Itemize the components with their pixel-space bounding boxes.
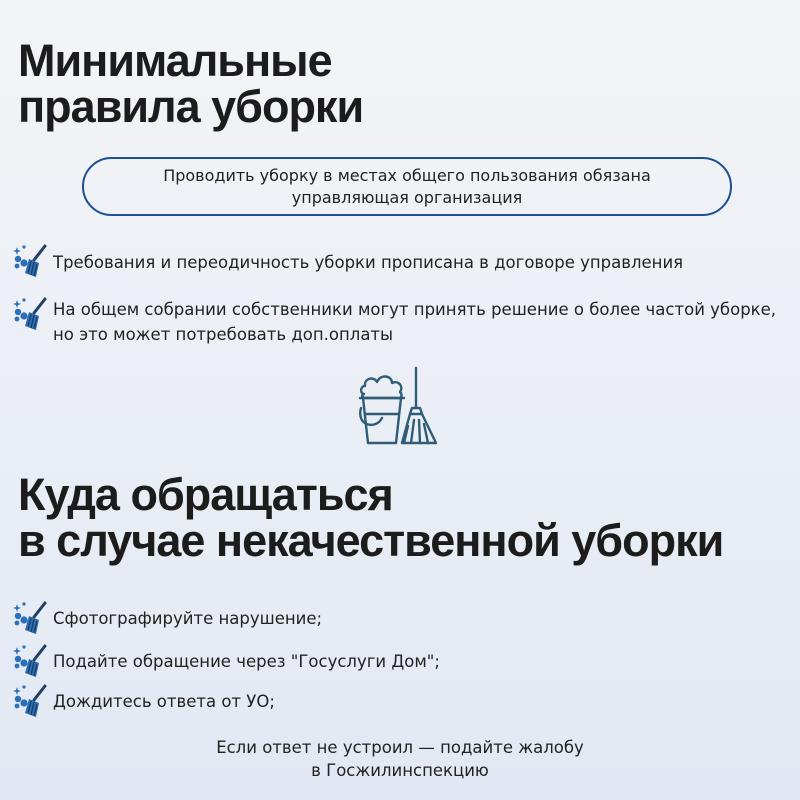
title-line-1: Куда обращаться xyxy=(18,469,393,520)
list-item xyxy=(12,601,322,635)
list-item xyxy=(12,297,793,347)
callout-line-1: Проводить уборку в местах общего пользования обязана xyxy=(163,165,651,185)
footer-note xyxy=(0,736,800,782)
list-item-text: Дождитесь ответа от УО; xyxy=(53,692,275,711)
list-item-text: На общем собрании собственники могут принять решение о более частой уборке, но это может потребовать доп.оплаты xyxy=(53,300,777,344)
bucket-broom-icon xyxy=(356,364,446,446)
bucket-mop-icon xyxy=(12,244,48,278)
callout-line-2: управляющая организация xyxy=(291,187,523,207)
list-item-text: Подайте обращение через "Госуслуги Дом"; xyxy=(53,652,440,671)
bucket-mop-icon xyxy=(12,684,48,718)
bucket-mop-icon xyxy=(12,601,48,635)
section-title-min-rules xyxy=(18,35,364,132)
footer-line-1: Если ответ не устроил — подайте жалобу xyxy=(216,738,584,757)
section-title-where-to-complain xyxy=(18,469,724,566)
title-line-2: в случае некачественной уборки xyxy=(18,515,724,566)
title-line-1: Минимальные xyxy=(18,35,332,86)
list-item xyxy=(12,684,275,718)
list-item xyxy=(12,644,440,678)
bucket-mop-icon xyxy=(12,297,48,331)
responsibility-callout xyxy=(82,157,732,216)
footer-line-2: в Госжилинспекцию xyxy=(311,761,489,780)
bucket-mop-icon xyxy=(12,644,48,678)
title-line-2: правила уборки xyxy=(18,81,364,132)
list-item xyxy=(12,244,683,278)
list-item-text: Сфотографируйте нарушение; xyxy=(53,609,323,628)
list-item-text: Требования и переодичность уборки прописана в договоре управления xyxy=(53,253,684,272)
